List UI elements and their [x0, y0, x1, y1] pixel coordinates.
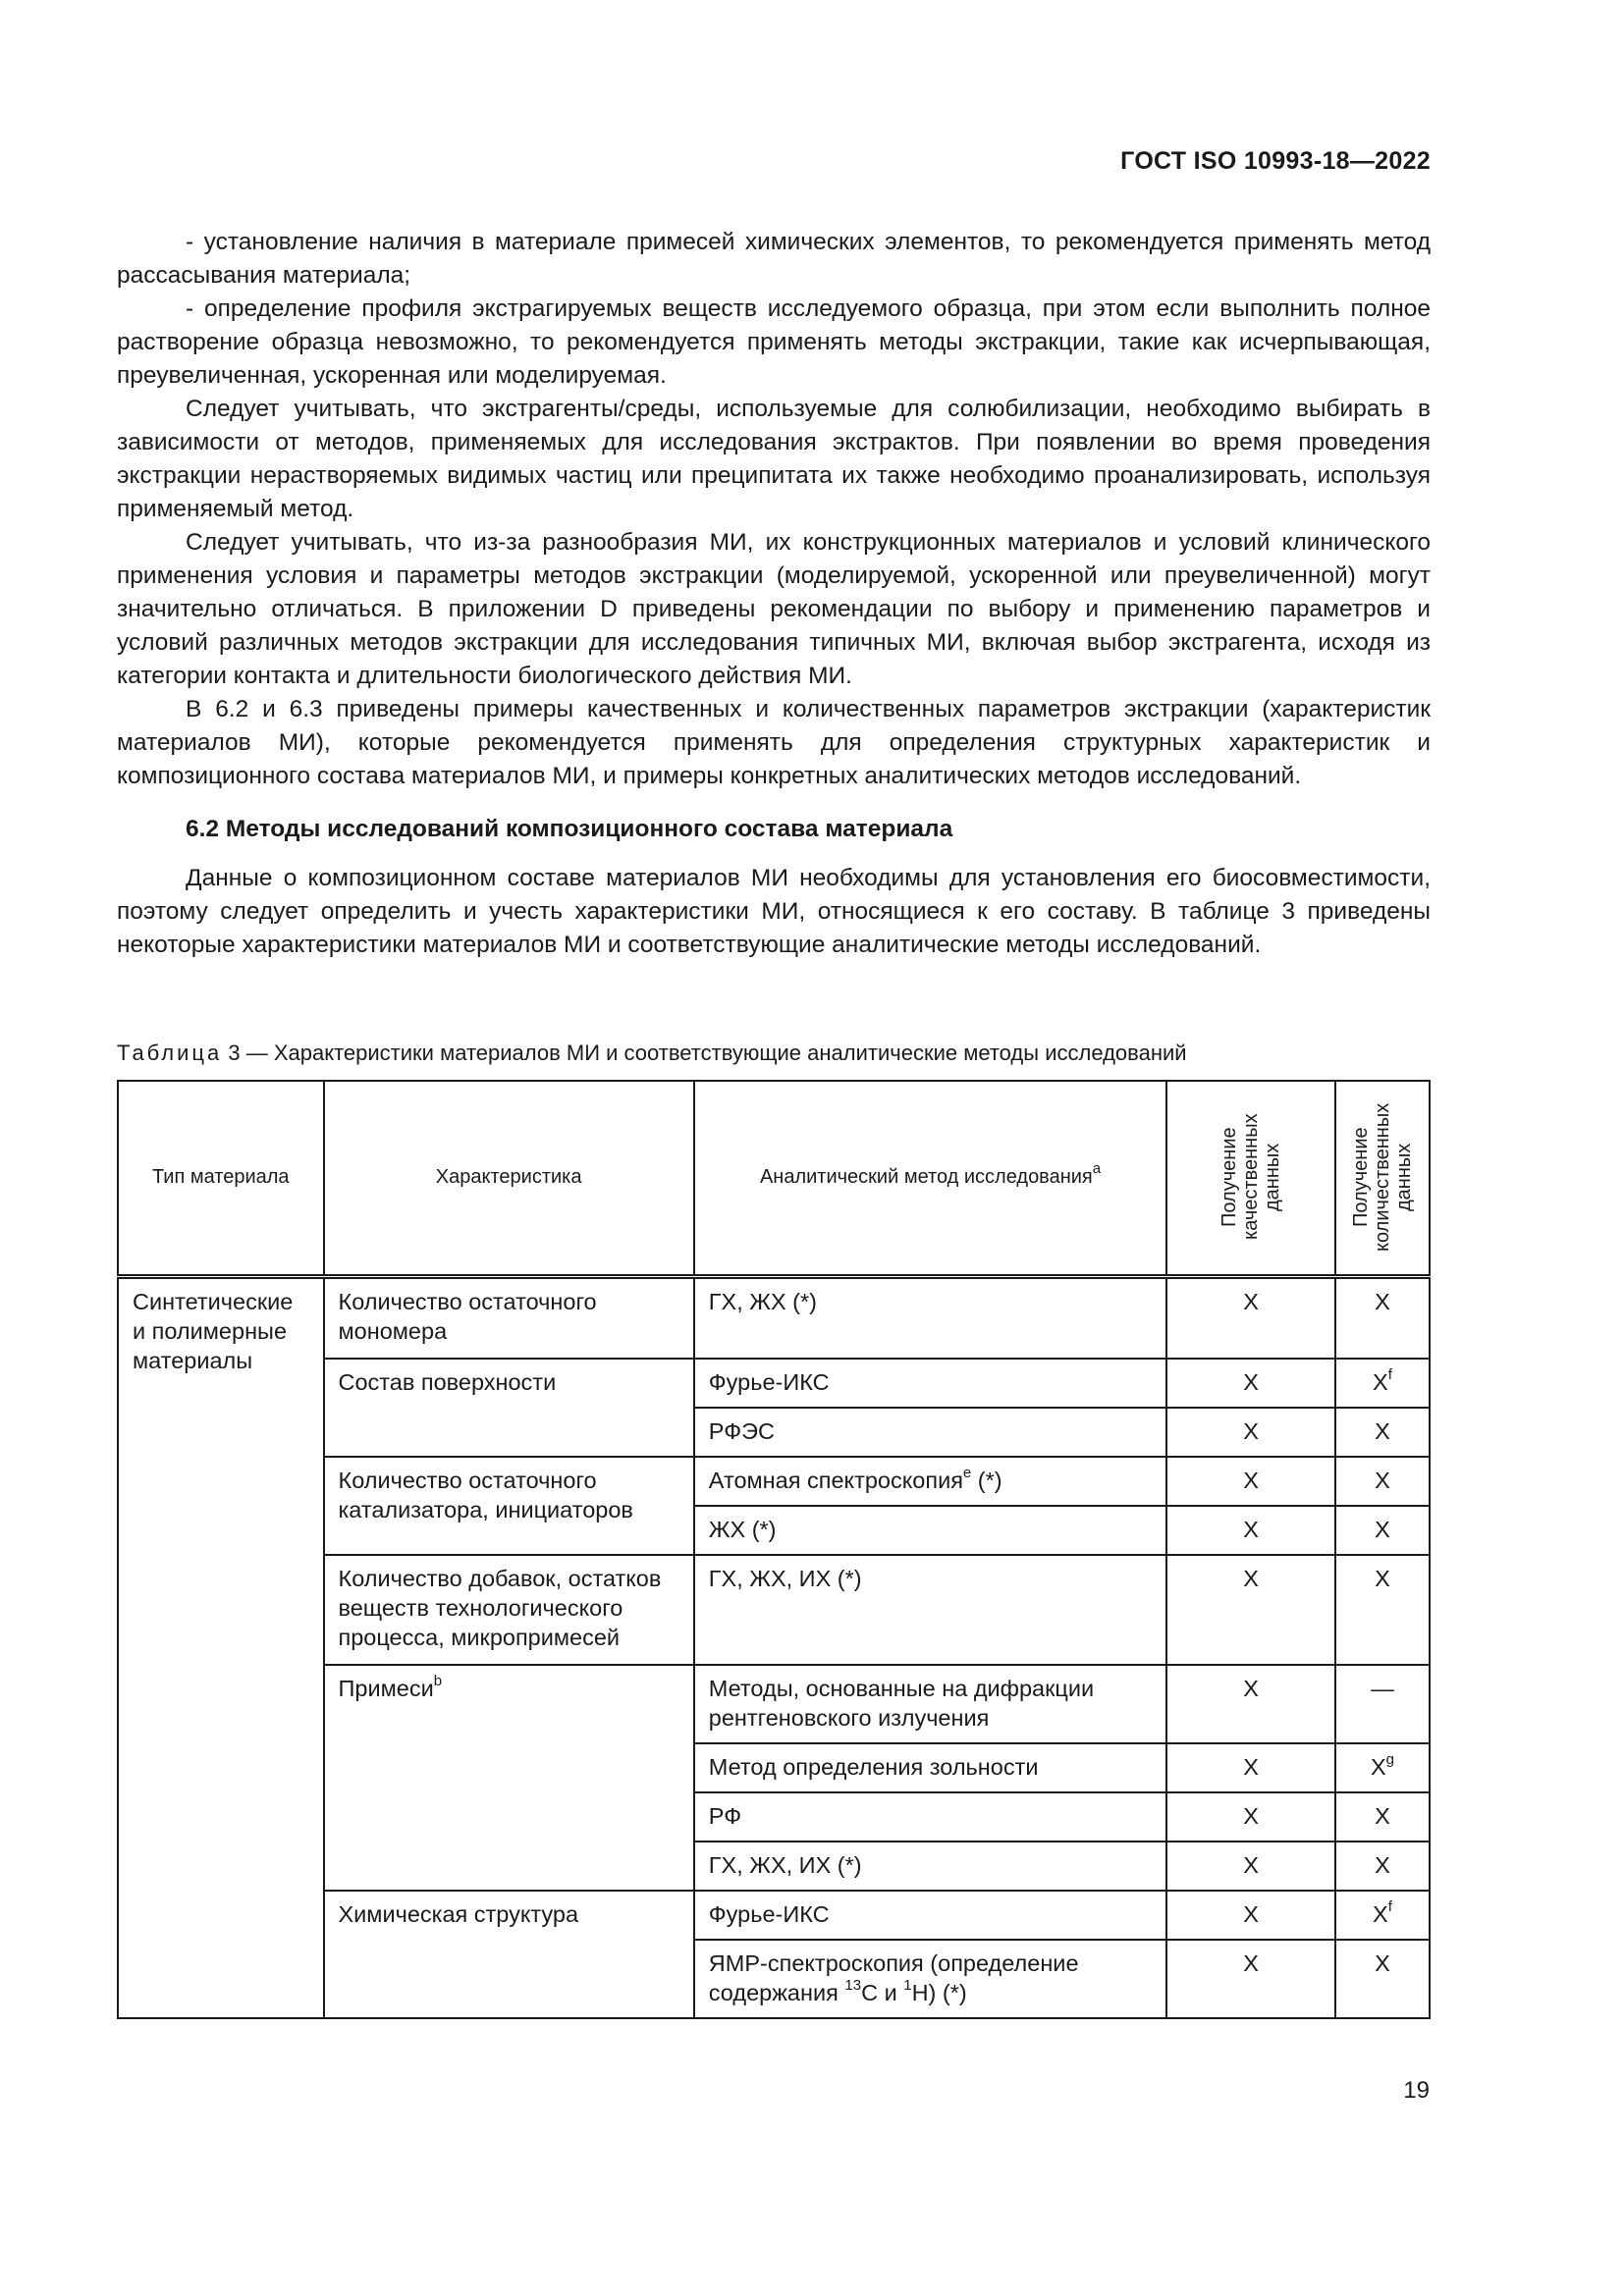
cell-qualitative: X [1166, 1408, 1335, 1457]
cell-qualitative: X [1166, 1665, 1335, 1743]
cell-method-tail: (*) [971, 1468, 1002, 1493]
table-caption-label: Таблица [117, 1041, 223, 1065]
body-text [117, 226, 1431, 962]
cell-quantitative [1335, 1277, 1430, 1360]
characteristics-table [117, 1080, 1431, 2019]
cell-quantitative [1335, 1555, 1430, 1665]
cell-method: Метод определения зольности [694, 1743, 1166, 1792]
paragraph: - определение профиля экстрагируемых веществ исследуемого образца, при этом если выполнить полное растворение образца невозможно, то рекомендуется применять методы экстракции, такие как исчерпывающая, преувеличенная, ускоренная или моделируемая. [117, 295, 1431, 389]
cell-quantitative-footnote: f [1387, 1898, 1392, 1916]
cell-qualitative: X [1166, 1940, 1335, 2018]
cell-quantitative-value: X [1375, 1852, 1390, 1878]
cell-quantitative-value: X [1375, 1418, 1390, 1444]
section-paragraph: Данные о композиционном составе материалов МИ необходимы для установления его биосовместимости, поэтому следует определить и учесть характеристики МИ, относящиеся к его составу. В таблице 3 приведены некоторые характеристики материалов МИ и соответствующие аналитические методы исследований. [117, 865, 1431, 958]
cell-material-type: Синтетические и полимерные материалы [118, 1277, 324, 2019]
cell-qualitative: X [1166, 1359, 1335, 1408]
cell-quantitative [1335, 1940, 1430, 2018]
header-qualitative [1166, 1081, 1335, 1277]
header-method-footnote: a [1092, 1160, 1102, 1178]
header-quantitative-label: Получение количественных данных [1349, 1102, 1415, 1252]
cell-method: ГХ, ЖХ (*) [694, 1277, 1166, 1360]
cell-method-isotope: 1 [903, 1977, 912, 1995]
header-quantitative [1335, 1081, 1430, 1277]
cell-characteristic [324, 1665, 694, 1891]
header-method-label: Аналитический метод исследования [759, 1166, 1093, 1188]
cell-quantitative-value: X [1375, 1950, 1390, 1976]
section-title: 6.2 Методы исследований композиционного состава материала [186, 816, 953, 842]
cell-qualitative: X [1166, 1891, 1335, 1940]
paragraph: В 6.2 и 6.3 приведены примеры качественных и количественных параметров экстракции (характеристик материалов МИ), которые рекомендуется применять для определения структурных характеристик и композиционного состава материалов МИ, и примеры конкретных аналитических методов исследований. [117, 696, 1431, 789]
table-caption-text: 3 — Характеристики материалов МИ и соответствующие аналитические методы исследований [222, 1041, 1187, 1065]
cell-method: ЖХ (*) [694, 1506, 1166, 1555]
cell-method-footnote: e [962, 1465, 972, 1482]
cell-characteristic-footnote: b [433, 1673, 443, 1690]
cell-quantitative [1335, 1408, 1430, 1457]
cell-characteristic: Количество остаточного мономера [324, 1277, 694, 1360]
cell-method: ГХ, ЖХ, ИХ (*) [694, 1842, 1166, 1891]
cell-quantitative-value: — [1371, 1676, 1394, 1701]
header-method [694, 1081, 1166, 1277]
cell-quantitative [1335, 1665, 1430, 1743]
cell-quantitative-value: X [1375, 1803, 1390, 1829]
paragraph: - установление наличия в материале примесей химических элементов, то рекомендуется применять метод рассасывания материала; [117, 229, 1431, 289]
paragraph: Следует учитывать, что из-за разнообразия МИ, их конструкционных материалов и условий клинического применения условия и параметры методов экстракции (моделируемой, ускоренной или преувеличенной) могут значительно отличаться. В приложении D приведены рекомендации по выбору и применению параметров и условий различных методов экстракции для исследования типичных МИ, включая выбор экстрагента, исходя из категории контакта и длительности биологического действия МИ. [117, 529, 1431, 689]
cell-quantitative-value: X [1375, 1468, 1390, 1493]
cell-qualitative: X [1166, 1506, 1335, 1555]
cell-method: РФ [694, 1792, 1166, 1842]
cell-method: РФЭС [694, 1408, 1166, 1457]
document-code: ГОСТ ISO 10993-18—2022 [1120, 147, 1431, 175]
cell-quantitative [1335, 1359, 1430, 1408]
header-material-type: Тип материала [118, 1081, 324, 1277]
cell-qualitative: X [1166, 1555, 1335, 1665]
cell-qualitative: X [1166, 1743, 1335, 1792]
cell-method: ГХ, ЖХ, ИХ (*) [694, 1555, 1166, 1665]
cell-characteristic: Состав поверхности [324, 1359, 694, 1457]
cell-qualitative: X [1166, 1842, 1335, 1891]
header-characteristic: Характеристика [324, 1081, 694, 1277]
cell-method: Фурье-ИКС [694, 1359, 1166, 1408]
table-row [118, 1277, 1430, 1360]
cell-quantitative-value: X [1375, 1289, 1390, 1314]
cell-quantitative [1335, 1457, 1430, 1506]
cell-method [694, 1457, 1166, 1506]
cell-quantitative-value: X [1373, 1901, 1388, 1927]
cell-method: Методы, основанные на дифракции рентгеновского излучения [694, 1665, 1166, 1743]
cell-qualitative: X [1166, 1457, 1335, 1506]
cell-characteristic: Количество добавок, остатков веществ технологического процесса, микропримесей [324, 1555, 694, 1665]
cell-quantitative [1335, 1842, 1430, 1891]
cell-method-part: С и [861, 1980, 904, 2005]
cell-qualitative: X [1166, 1277, 1335, 1360]
cell-quantitative-value: X [1375, 1566, 1390, 1591]
table-header-row [118, 1081, 1430, 1277]
cell-method-label: Атомная спектроскопия [708, 1468, 963, 1493]
cell-quantitative [1335, 1743, 1430, 1792]
cell-quantitative-value: X [1375, 1517, 1390, 1542]
page-number: 19 [1403, 2077, 1430, 2104]
cell-method-part: Н) (*) [911, 1980, 967, 2005]
paragraph: Следует учитывать, что экстрагенты/среды, используемые для солюбилизации, необходимо выбирать в зависимости от методов, применяемых для исследования экстрактов. При появлении во время проведения экстракции нерастворяемых видимых частиц или преципитата их также необходимо проанализировать, используя применяемый метод. [117, 396, 1431, 522]
cell-method-part: ЯМР-спектроскопия (определение содержания [708, 1950, 1079, 2005]
table-caption [117, 1039, 1431, 1068]
cell-quantitative [1335, 1891, 1430, 1940]
cell-method-isotope: 13 [844, 1977, 862, 1995]
cell-characteristic: Количество остаточного катализатора, инициаторов [324, 1457, 694, 1555]
cell-quantitative-footnote: f [1387, 1366, 1392, 1384]
cell-quantitative [1335, 1792, 1430, 1842]
cell-quantitative-value: X [1370, 1754, 1386, 1780]
cell-qualitative: X [1166, 1792, 1335, 1842]
cell-quantitative-value: X [1373, 1369, 1388, 1395]
cell-quantitative-footnote: g [1385, 1751, 1394, 1769]
cell-method: Фурье-ИКС [694, 1891, 1166, 1940]
cell-method [694, 1940, 1166, 2018]
cell-characteristic: Химическая структура [324, 1891, 694, 2018]
cell-quantitative [1335, 1506, 1430, 1555]
cell-characteristic-label: Примеси [338, 1676, 434, 1701]
header-qualitative-label: Получение качественных данных [1218, 1113, 1284, 1241]
